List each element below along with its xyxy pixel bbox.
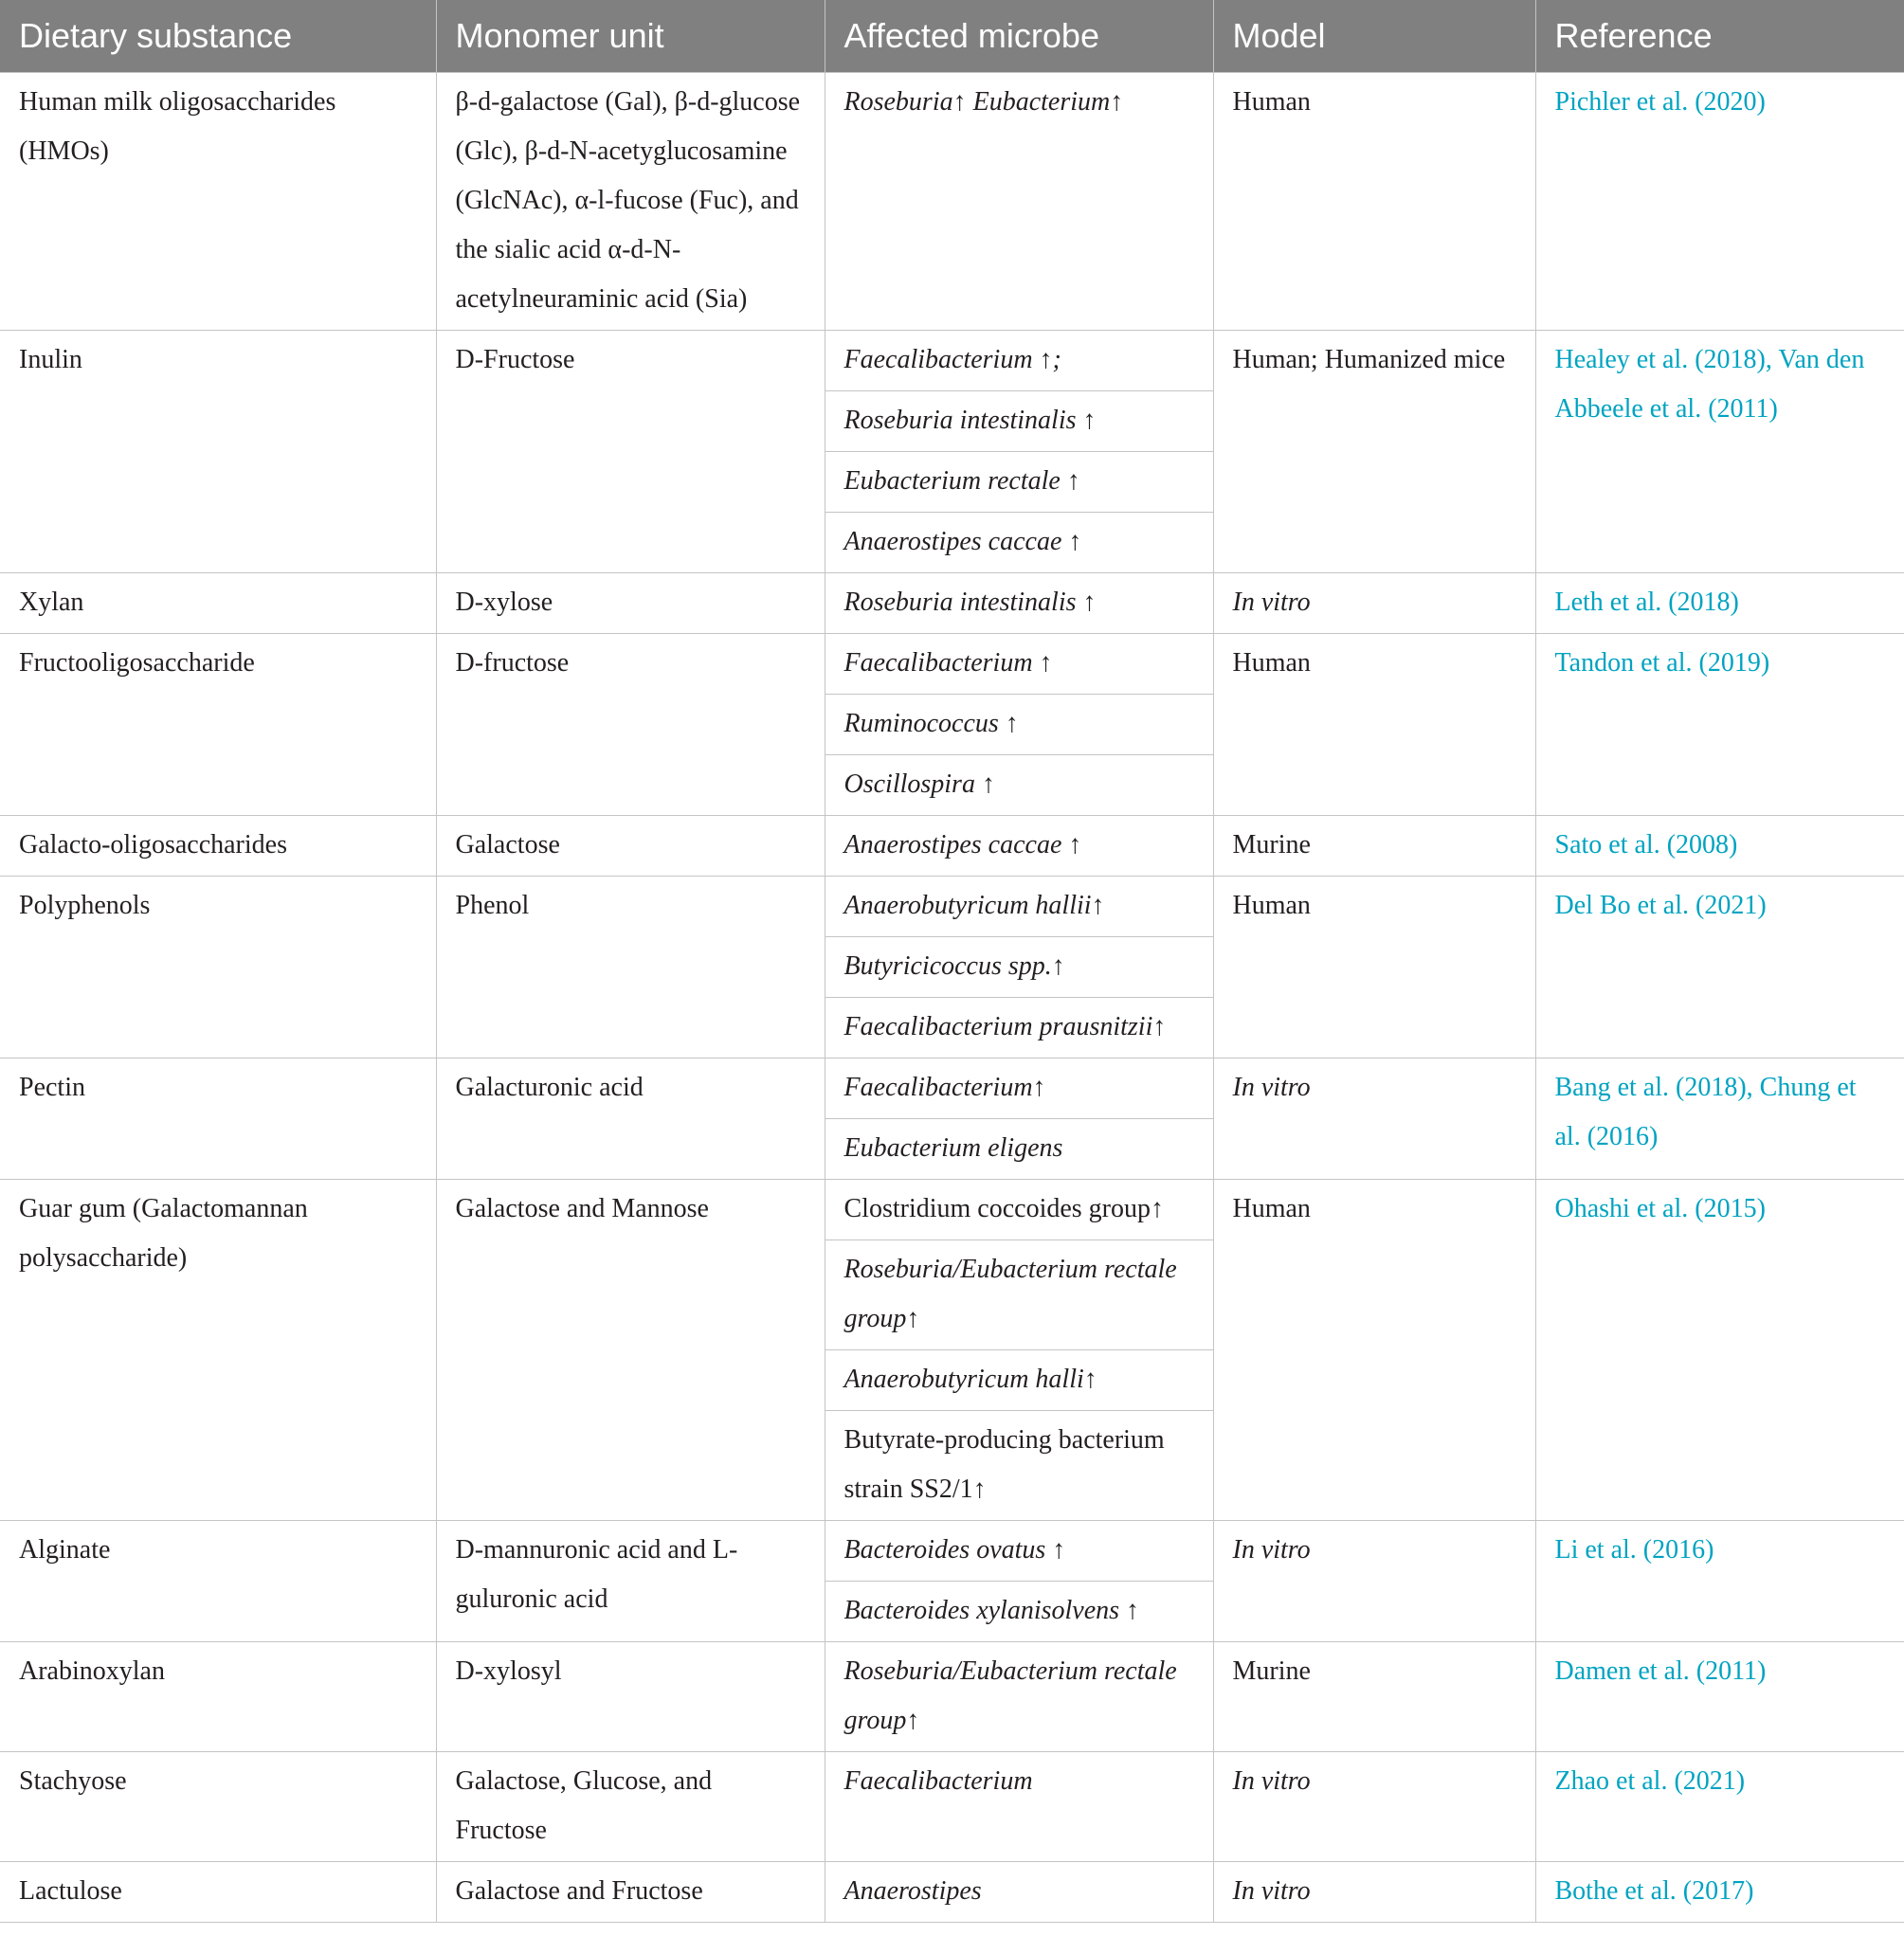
model-text: In vitro — [1232, 1073, 1311, 1102]
monomer-unit-cell: Galacturonic acid — [436, 1058, 825, 1180]
model-text: Murine — [1232, 830, 1311, 859]
affected-microbe-text: Ruminococcus ↑ — [843, 709, 1019, 738]
affected-microbe-text: Faecalibacterium ↑ — [843, 648, 1053, 678]
dietary-substance-cell: Xylan — [0, 573, 436, 634]
model-text: Human — [1232, 891, 1311, 920]
reference-cell — [1535, 1180, 1904, 1521]
reference-cell — [1535, 573, 1904, 634]
affected-microbe-text: Roseburia intestinalis ↑ — [843, 588, 1097, 617]
reference-link[interactable]: Pichler et al. (2020) — [1554, 87, 1766, 117]
table-row — [0, 573, 1904, 634]
affected-microbe-text: Roseburia intestinalis ↑ — [843, 406, 1097, 435]
affected-microbe-cell — [825, 1642, 1213, 1752]
affected-microbe-cell — [825, 1350, 1213, 1411]
affected-microbe-cell — [825, 695, 1213, 755]
dietary-substance-cell: Fructooligosaccharide — [0, 634, 436, 816]
model-cell — [1213, 634, 1535, 816]
affected-microbe-text: Oscillospira ↑ — [843, 769, 995, 799]
affected-microbe-cell — [825, 816, 1213, 877]
model-cell — [1213, 1521, 1535, 1642]
table-row — [0, 1058, 1904, 1119]
reference-cell — [1535, 816, 1904, 877]
monomer-unit-cell: D-xylose — [436, 573, 825, 634]
header-model: Model — [1213, 0, 1535, 73]
monomer-unit-cell: Galactose and Fructose — [436, 1862, 825, 1923]
affected-microbe-cell — [825, 73, 1213, 331]
affected-microbe-cell — [825, 1582, 1213, 1642]
affected-microbe-text: Roseburia/Eubacterium rectale group↑ — [843, 1255, 1177, 1333]
affected-microbe-cell — [825, 755, 1213, 816]
model-cell — [1213, 1862, 1535, 1923]
affected-microbe-text: Faecalibacterium — [843, 1766, 1033, 1796]
dietary-substance-cell: Alginate — [0, 1521, 436, 1642]
reference-link[interactable]: Zhao et al. (2021) — [1554, 1766, 1746, 1796]
model-text: In vitro — [1232, 1876, 1311, 1906]
affected-microbe-text: Anaerostipes caccae ↑ — [843, 830, 1082, 859]
reference-link[interactable]: Sato et al. (2008) — [1554, 830, 1738, 859]
table-row — [0, 73, 1904, 331]
affected-microbe-text: Butyrate-producing bacterium strain SS2/1↑ — [843, 1425, 1165, 1504]
reference-cell: Bang et al. (2018), Chung et al. (2016) — [1535, 1058, 1904, 1180]
reference-link[interactable]: Leth et al. (2018) — [1554, 588, 1739, 617]
dietary-substance-cell: Galacto-oligosaccharides — [0, 816, 436, 877]
model-cell — [1213, 73, 1535, 331]
header-row — [0, 0, 1904, 73]
dietary-substance-cell: Pectin — [0, 1058, 436, 1180]
reference-link[interactable]: Damen et al. (2011) — [1554, 1656, 1767, 1686]
reference-cell — [1535, 877, 1904, 1058]
reference-cell — [1535, 1521, 1904, 1642]
table-row — [0, 1642, 1904, 1752]
affected-microbe-cell — [825, 634, 1213, 695]
reference-cell — [1535, 1752, 1904, 1862]
affected-microbe-cell — [825, 331, 1213, 391]
model-cell — [1213, 1752, 1535, 1862]
model-text: Human; Humanized mice — [1232, 345, 1506, 374]
reference-link[interactable]: Chung et al. (2016) — [1554, 1073, 1857, 1151]
reference-cell — [1535, 1642, 1904, 1752]
affected-microbe-text: Bacteroides ovatus ↑ — [843, 1535, 1066, 1565]
affected-microbe-text: Eubacterium rectale ↑ — [843, 466, 1080, 496]
monomer-unit-cell: D-Fructose — [436, 331, 825, 573]
model-cell — [1213, 816, 1535, 877]
affected-microbe-text: Roseburia↑ Eubacterium↑ — [843, 87, 1124, 117]
monomer-unit-cell: Galactose, Glucose, and Fructose — [436, 1752, 825, 1862]
affected-microbe-text: Clostridium coccoides group↑ — [843, 1194, 1165, 1223]
header-dietary-substance: Dietary substance — [0, 0, 436, 73]
monomer-unit-cell: Galactose and Mannose — [436, 1180, 825, 1521]
affected-microbe-cell — [825, 937, 1213, 998]
monomer-unit-cell: Galactose — [436, 816, 825, 877]
affected-microbe-text: Butyricicoccus spp.↑ — [843, 951, 1065, 981]
dietary-substance-cell: Lactulose — [0, 1862, 436, 1923]
affected-microbe-cell — [825, 1862, 1213, 1923]
dietary-substance-cell: Human milk oligosaccharides (HMOs) — [0, 73, 436, 331]
model-text: Human — [1232, 1194, 1311, 1223]
model-text: Human — [1232, 648, 1311, 678]
table-row — [0, 1521, 1904, 1582]
affected-microbe-text: Eubacterium eligens — [843, 1133, 1063, 1163]
affected-microbe-text: Faecalibacterium ↑; — [843, 345, 1061, 374]
model-text: In vitro — [1232, 588, 1311, 617]
table-row — [0, 331, 1904, 391]
affected-microbe-text: Faecalibacterium prausnitzii↑ — [843, 1012, 1167, 1041]
monomer-unit-cell: D-mannuronic acid and L-guluronic acid — [436, 1521, 825, 1642]
table-row — [0, 1180, 1904, 1240]
monomer-unit-cell: Phenol — [436, 877, 825, 1058]
model-cell — [1213, 1180, 1535, 1521]
model-cell — [1213, 1642, 1535, 1752]
dietary-substance-cell: Stachyose — [0, 1752, 436, 1862]
affected-microbe-cell — [825, 1058, 1213, 1119]
table-row — [0, 1752, 1904, 1862]
model-cell — [1213, 1058, 1535, 1180]
reference-link[interactable]: Bang et al. (2018) — [1554, 1073, 1747, 1102]
dietary-substance-cell: Guar gum (Galactomannan polysaccharide) — [0, 1180, 436, 1521]
reference-link[interactable]: Bothe et al. (2017) — [1554, 1876, 1754, 1906]
affected-microbe-text: Faecalibacterium↑ — [843, 1073, 1046, 1102]
monomer-unit-cell: D-fructose — [436, 634, 825, 816]
dietary-substance-cell: Inulin — [0, 331, 436, 573]
affected-microbe-cell — [825, 452, 1213, 513]
affected-microbe-cell — [825, 1119, 1213, 1180]
dietary-substance-cell: Arabinoxylan — [0, 1642, 436, 1752]
reference-link[interactable]: Healey et al. (2018) — [1554, 345, 1766, 374]
reference-link[interactable]: Van den Abbeele et al. (2011) — [1554, 345, 1865, 424]
model-text: Human — [1232, 87, 1311, 117]
dietary-substance-cell: Polyphenols — [0, 877, 436, 1058]
reference-cell — [1535, 73, 1904, 331]
affected-microbe-cell — [825, 1180, 1213, 1240]
affected-microbe-cell — [825, 877, 1213, 937]
model-cell — [1213, 331, 1535, 573]
affected-microbe-cell — [825, 1240, 1213, 1350]
table-row — [0, 877, 1904, 937]
table-row — [0, 816, 1904, 877]
monomer-unit-cell: D-xylosyl — [436, 1642, 825, 1752]
affected-microbe-cell — [825, 513, 1213, 573]
table-body — [0, 73, 1904, 1923]
table-row — [0, 1862, 1904, 1923]
table-row — [0, 634, 1904, 695]
affected-microbe-cell — [825, 573, 1213, 634]
header-affected-microbe: Affected microbe — [825, 0, 1213, 73]
affected-microbe-text: Anaerobutyricum halli↑ — [843, 1365, 1097, 1394]
affected-microbe-cell — [825, 1521, 1213, 1582]
model-text: In vitro — [1232, 1535, 1311, 1565]
header-reference: Reference — [1535, 0, 1904, 73]
reference-link[interactable]: Ohashi et al. (2015) — [1554, 1194, 1766, 1223]
model-cell — [1213, 877, 1535, 1058]
affected-microbe-text: Roseburia/Eubacterium rectale group↑ — [843, 1656, 1177, 1735]
reference-cell: Healey et al. (2018), Van den Abbeele et al. (2011) — [1535, 331, 1904, 573]
model-cell — [1213, 573, 1535, 634]
model-text: Murine — [1232, 1656, 1311, 1686]
affected-microbe-text: Anaerostipes caccae ↑ — [843, 527, 1082, 556]
reference-link[interactable]: Li et al. (2016) — [1554, 1535, 1714, 1565]
monomer-unit-cell: β-d-galactose (Gal), β-d-glucose (Glc), β-d-N-acetyglucosamine (GlcNAc), α-l-fucose (Fuc), and the sialic acid α-d-N-acetylneuraminic acid (Sia) — [436, 73, 825, 331]
affected-microbe-cell — [825, 998, 1213, 1058]
affected-microbe-text: Anaerobutyricum hallii↑ — [843, 891, 1105, 920]
affected-microbe-cell — [825, 1752, 1213, 1862]
reference-link[interactable]: Tandon et al. (2019) — [1554, 648, 1770, 678]
affected-microbe-text: Bacteroides xylanisolvens ↑ — [843, 1596, 1140, 1625]
affected-microbe-cell — [825, 1411, 1213, 1521]
reference-cell — [1535, 1862, 1904, 1923]
header-monomer-unit: Monomer unit — [436, 0, 825, 73]
model-text: In vitro — [1232, 1766, 1311, 1796]
reference-link[interactable]: Del Bo et al. (2021) — [1554, 891, 1767, 920]
reference-cell — [1535, 634, 1904, 816]
affected-microbe-text: Anaerostipes — [843, 1876, 982, 1906]
affected-microbe-cell — [825, 391, 1213, 452]
